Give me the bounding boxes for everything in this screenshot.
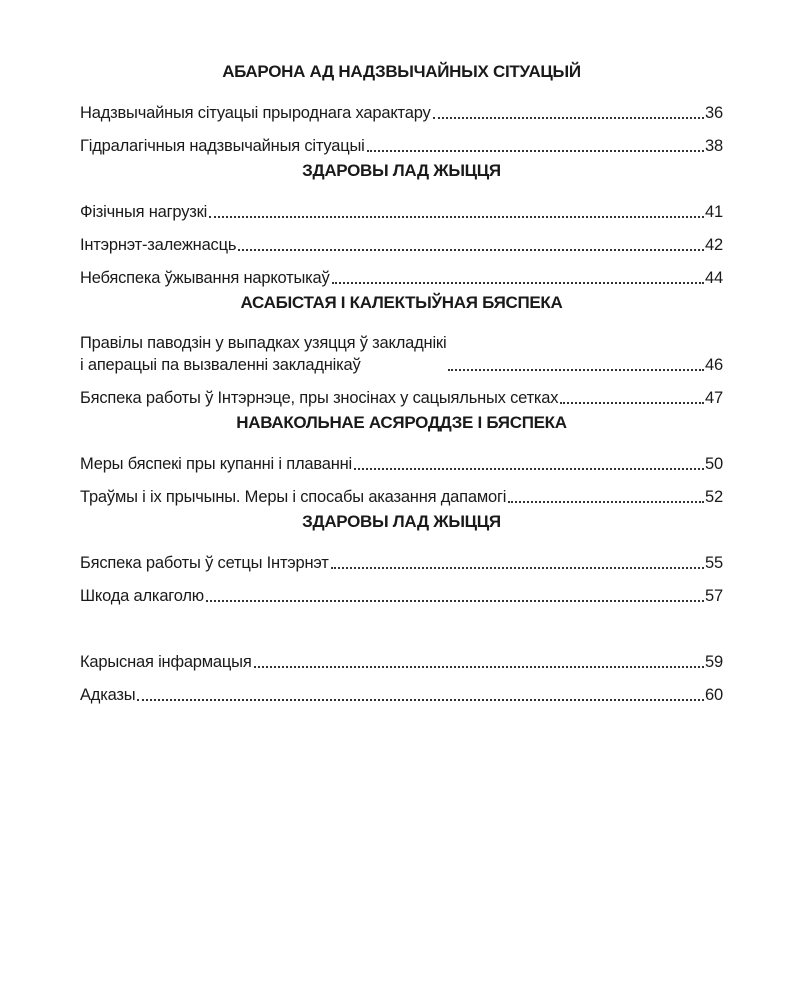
- dot-leader: [448, 369, 704, 371]
- entry-title: Меры бяспекі пры купанні і плаванні: [80, 455, 353, 473]
- entry-title: Інтэрнэт-залежнасць: [80, 236, 237, 254]
- toc-entry[interactable]: [80, 475, 723, 508]
- entry-page-number: 41: [705, 203, 723, 221]
- entry-title: Траўмы і іх прычыны. Меры і спосабы аказання дапамогі: [80, 488, 507, 506]
- entry-page-number: 57: [705, 587, 723, 605]
- dot-leader: [560, 402, 704, 404]
- entry-page-number: 36: [705, 104, 723, 122]
- entry-title: Гідралагічныя надзвычайныя сітуацыі: [80, 137, 365, 155]
- dot-leader: [137, 699, 704, 701]
- section-heading: ЗДАРОВЫ ЛАД ЖЫЦЦЯ: [302, 512, 501, 531]
- toc-entry[interactable]: [80, 673, 723, 706]
- toc-entry[interactable]: [80, 190, 723, 223]
- entry-title: Небяспека ўжывання наркотыкаў: [80, 269, 330, 287]
- entry-page-number: 38: [705, 137, 723, 155]
- entry-page-number: 50: [705, 455, 723, 473]
- table-of-contents: [80, 58, 723, 706]
- dot-leader: [331, 567, 704, 569]
- entry-page-number: 47: [705, 389, 723, 407]
- entry-page-number: 55: [705, 554, 723, 572]
- toc-entry[interactable]: [80, 256, 723, 289]
- toc-entry[interactable]: [80, 442, 723, 475]
- entry-title: Шкода алкаголю: [80, 587, 204, 605]
- dot-leader: [209, 216, 704, 218]
- section-heading: АБАРОНА АД НАДЗВЫЧАЙНЫХ СІТУАЦЫЙ: [222, 62, 581, 81]
- entry-page-number: 59: [705, 653, 723, 671]
- toc-entry[interactable]: [80, 541, 723, 574]
- entry-page-number: 42: [705, 236, 723, 254]
- entry-title: Бяспека работы ў Інтэрнэце, пры зносінах у сацыяльных сетках: [80, 389, 559, 407]
- dot-leader: [238, 249, 704, 251]
- toc-entry[interactable]: [80, 223, 723, 256]
- entry-page-number: 44: [705, 269, 723, 287]
- dot-leader: [206, 600, 704, 602]
- toc-entry[interactable]: [80, 124, 723, 157]
- dot-leader: [254, 666, 704, 668]
- entry-title: Бяспека работы ў сетцы Інтэрнэт: [80, 554, 329, 572]
- dot-leader: [354, 468, 704, 470]
- entry-page-number: 60: [705, 686, 723, 704]
- dot-leader: [433, 117, 705, 119]
- entry-title: Надзвычайныя сітуацыі прыроднага характару: [80, 104, 431, 122]
- section-heading: ЗДАРОВЫ ЛАД ЖЫЦЦЯ: [302, 161, 501, 180]
- toc-entry[interactable]: [80, 322, 723, 376]
- dot-leader: [508, 501, 704, 503]
- entry-title: Адказы: [80, 686, 136, 704]
- toc-entry[interactable]: [80, 640, 723, 673]
- toc-entry[interactable]: [80, 574, 723, 607]
- dot-leader: [367, 150, 704, 152]
- entry-title: Правілы паводзін у выпадках узяцця ў закладнікі і аперацыі па вызваленні закладнікаў: [80, 334, 447, 374]
- dot-leader: [332, 282, 704, 284]
- section-heading: АСАБІСТАЯ І КАЛЕКТЫЎНАЯ БЯСПЕКА: [240, 293, 563, 312]
- entry-title: Карысная інфармацыя: [80, 653, 252, 671]
- toc-entry[interactable]: [80, 376, 723, 409]
- section-heading: НАВАКОЛЬНАЕ АСЯРОДДЗЕ І БЯСПЕКА: [236, 413, 567, 432]
- entry-page-number: 46: [705, 356, 723, 374]
- spacer: [80, 607, 723, 640]
- entry-page-number: 52: [705, 488, 723, 506]
- toc-entry[interactable]: [80, 91, 723, 124]
- entry-title: Фізічныя нагрузкі: [80, 203, 208, 221]
